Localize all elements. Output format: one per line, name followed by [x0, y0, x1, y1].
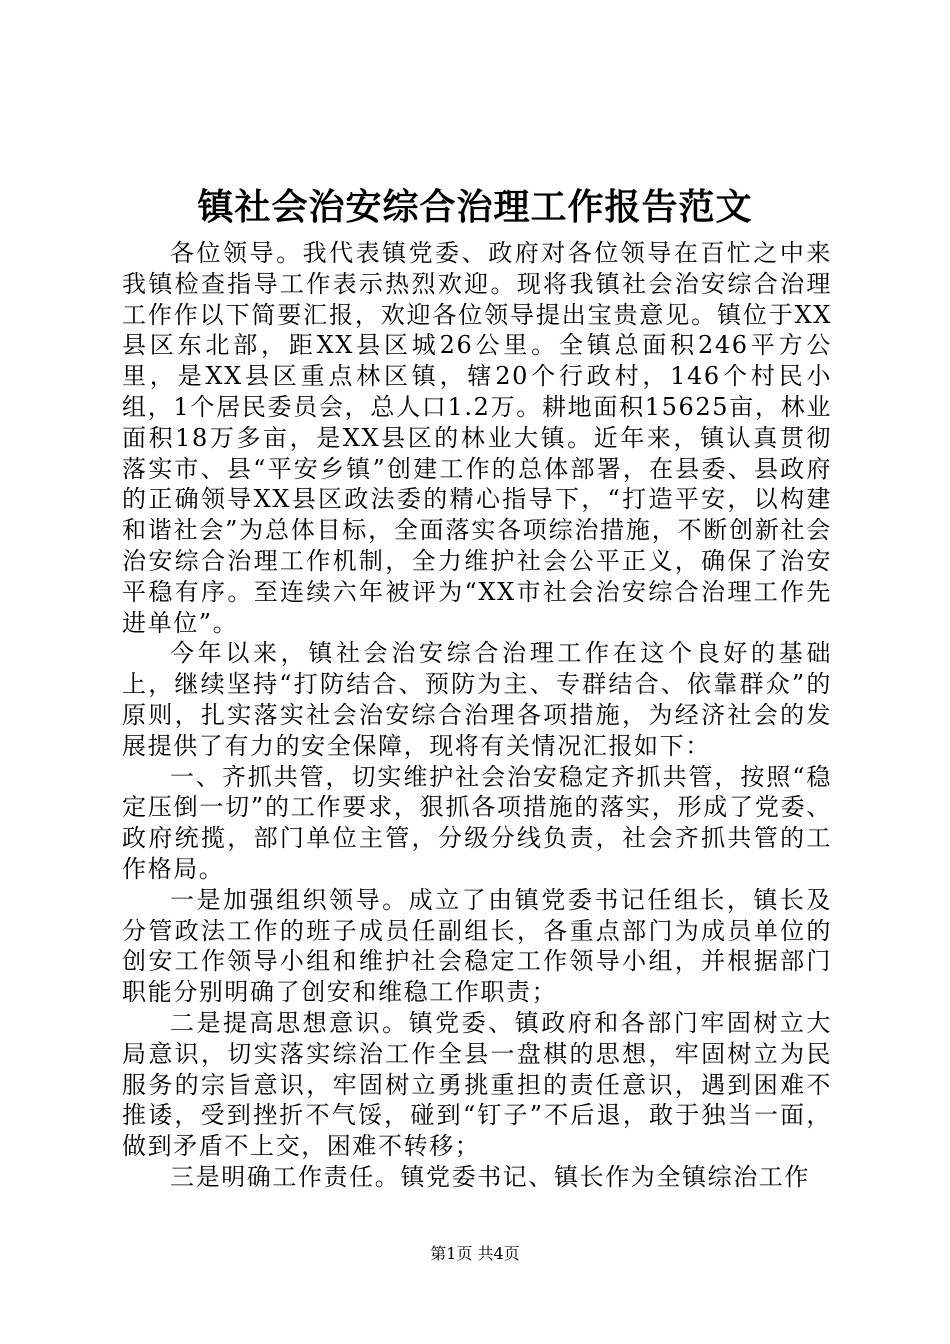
document-body	[122, 238, 832, 1193]
paragraph-section-one: 一、齐抓共管，切实维护社会治安稳定齐抓共管，按照“稳定压倒一切”的工作要求，狠抓各项措施的落实，形成了党委、政府统揽，部门单位主管，分级分线负责，社会齐抓共管的工作格局。	[122, 762, 832, 883]
paragraph-point-two: 二是提高思想意识。镇党委、镇政府和各部门牢固树立大局意识，切实落实综治工作全县一盘棋的思想，牢固树立为民服务的宗旨意识，牢固树立勇挑重担的责任意识，遇到困难不推诿，受到挫折不气馁，碰到“钉子”不后退，敢于独当一面，做到矛盾不上交，困难不转移；	[122, 1008, 832, 1161]
paragraph-intro: 各位领导。我代表镇党委、政府对各位领导在百忙之中来我镇检查指导工作表示热烈欢迎。现将我镇社会治安综合治理工作作以下简要汇报，欢迎各位领导提出宝贵意见。镇位于XX县区东北部，距XX县区城26公里。全镇总面积246平方公里，是XX县区重点林区镇，辖20个行政村，146个村民小组，1个居民委员会，总人口1.2万。耕地面积15625亩，林业面积18万多亩，是XX县区的林业大镇。近年来，镇认真贯彻落实市、县“平安乡镇”创建工作的总体部署，在县委、县政府的正确领导XX县区政法委的精心指导下，“打造平安，以构建和谐社会”为总体目标，全面落实各项综治措施，不断创新社会治安综合治理工作机制，全力维护社会公平正义，确保了治安平稳有序。至连续六年被评为“XX市社会治安综合治理工作先进单位”。	[122, 239, 832, 637]
page-number-footer: 第1页 共4页	[430, 1244, 520, 1263]
paragraph-overview: 今年以来，镇社会治安综合治理工作在这个良好的基础上，继续坚持“打防结合、预防为主、专群结合、依靠群众”的原则，扎实落实社会治安综合治理各项措施，为经济社会的发展提供了有力的安全保障，现将有关情况汇报如下：	[122, 639, 832, 760]
paragraph-point-three: 三是明确工作责任。镇党委书记、镇长作为全镇综治工作	[170, 1162, 810, 1191]
paragraph-point-one: 一是加强组织领导。成立了由镇党委书记任组长，镇长及分管政法工作的班子成员任副组长，各重点部门为成员单位的创安工作领导小组和维护社会稳定工作领导小组，并根据部门职能分别明确了创安和维稳工作职责；	[122, 885, 832, 1007]
document-title: 镇社会治安综合治理工作报告范文	[197, 186, 753, 228]
